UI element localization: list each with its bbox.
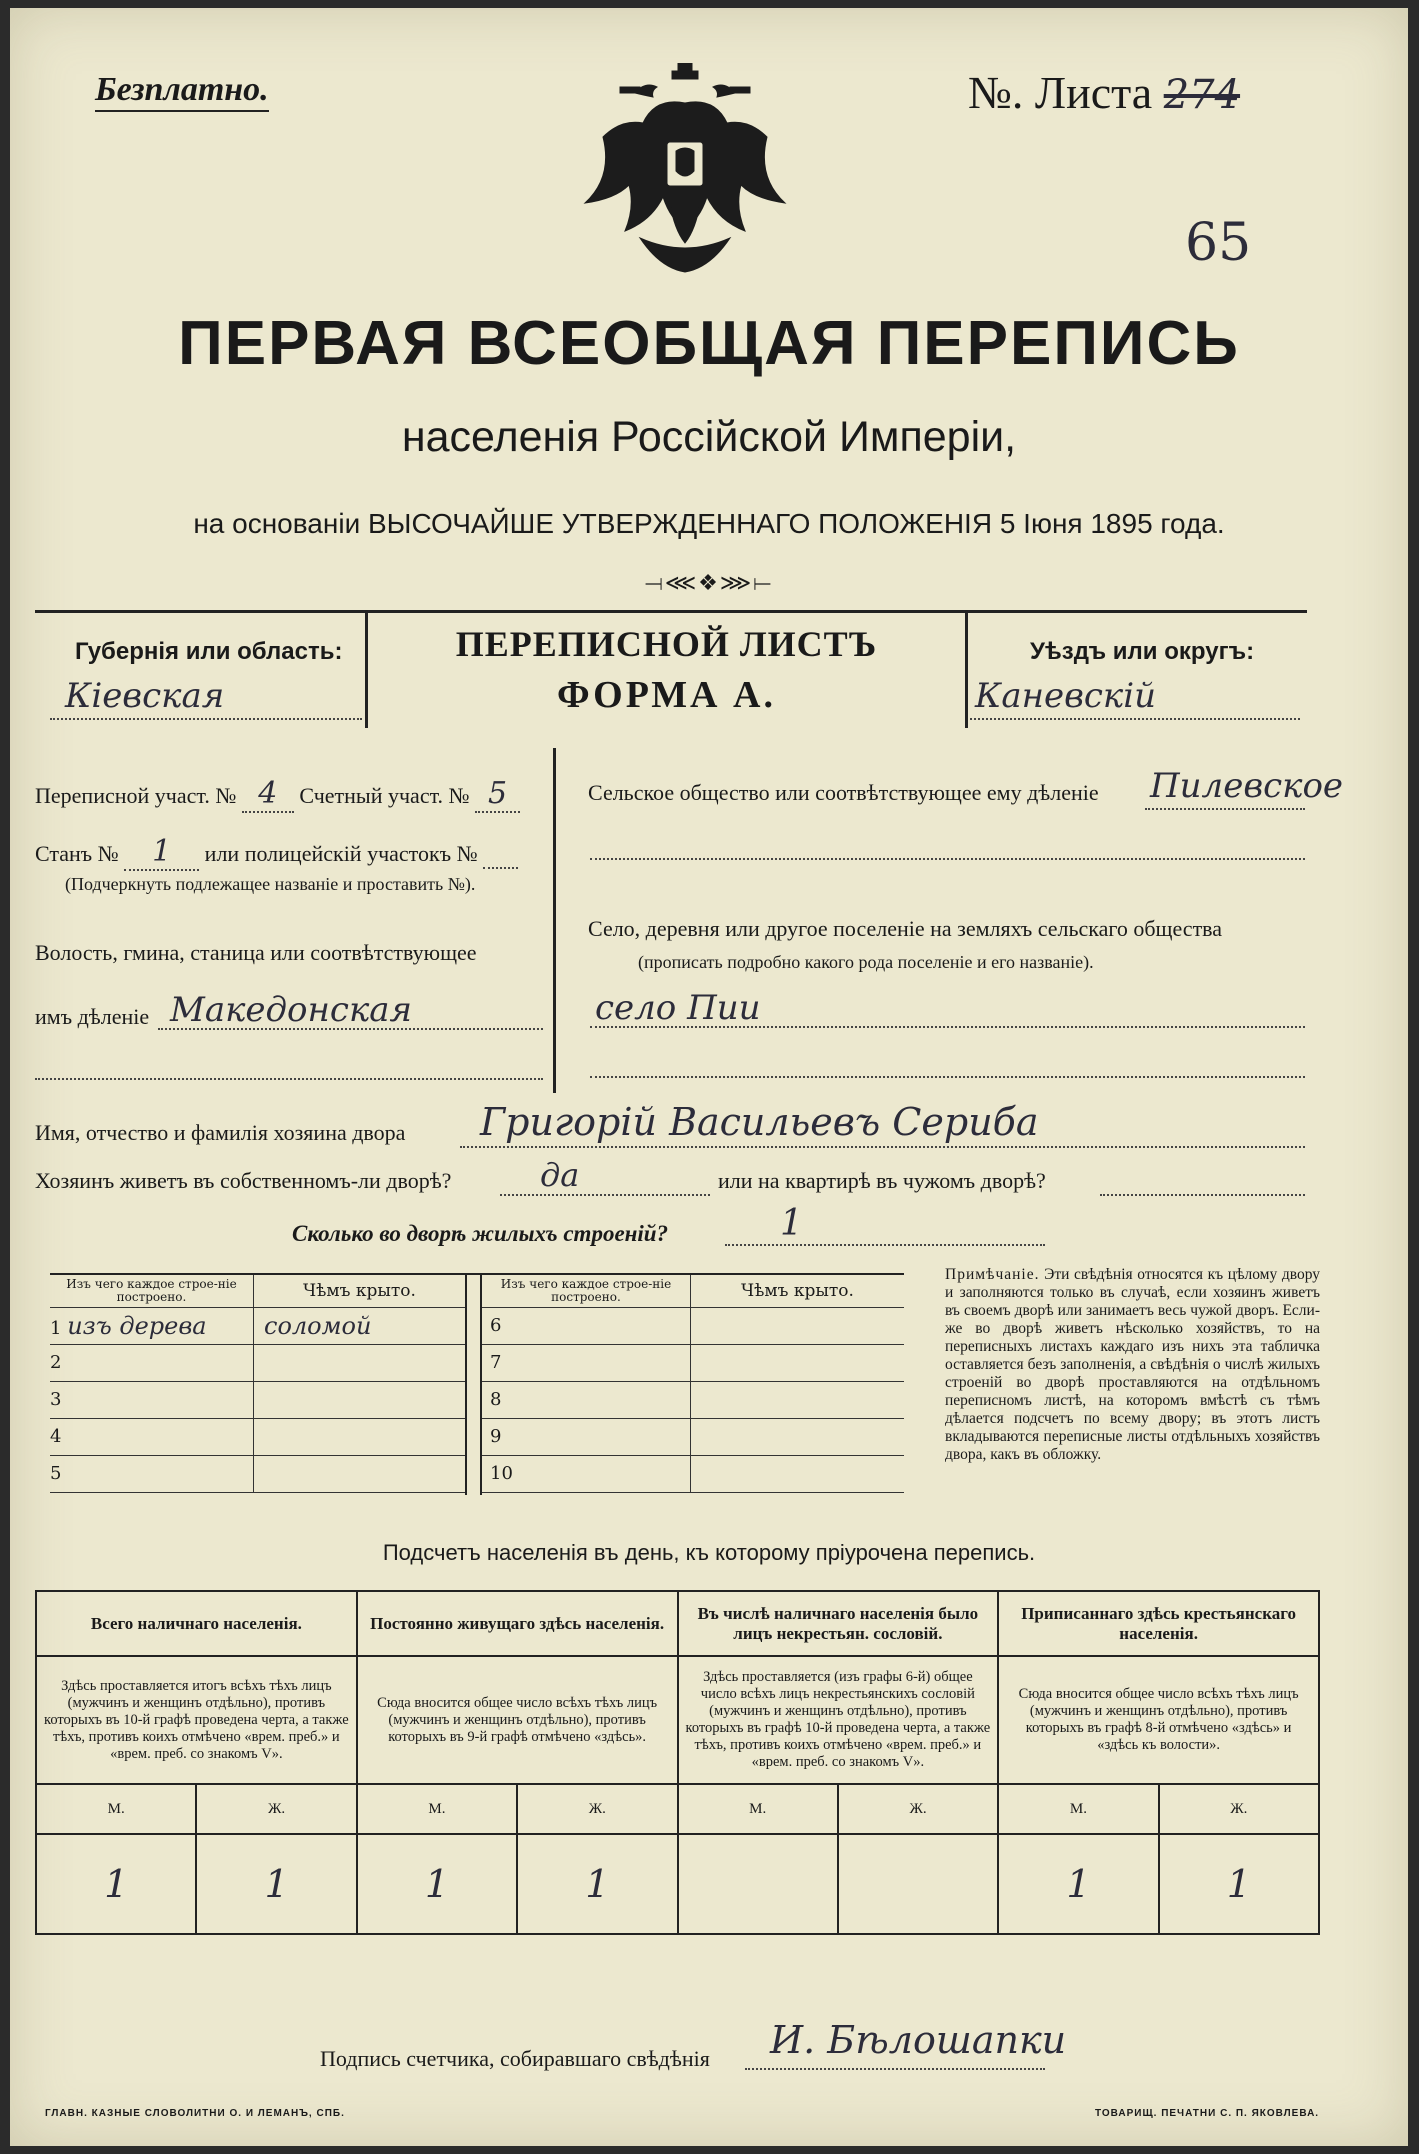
building-row-number[interactable]: 7: [482, 1344, 691, 1381]
buildings-label: Сколько во дворѣ жилыхъ строеній?: [292, 1221, 669, 1246]
sheet-number: [968, 66, 1240, 119]
male-header: М.: [357, 1784, 517, 1834]
building-row: [482, 1455, 904, 1492]
count-section-label: Счетный участ. №: [299, 783, 470, 808]
building-row-number[interactable]: 8: [482, 1381, 691, 1418]
building-row-number[interactable]: 2: [50, 1344, 254, 1381]
volost-label-2: имъ дѣленіе: [35, 1004, 150, 1029]
male-header: М.: [678, 1784, 838, 1834]
buildings-value[interactable]: 1: [780, 1203, 803, 1244]
society-extra-rule: [590, 858, 1305, 860]
building-row-number[interactable]: 10: [482, 1455, 691, 1492]
female-header: Ж.: [196, 1784, 356, 1834]
district-rule: [970, 718, 1300, 720]
building-row: [50, 1381, 465, 1418]
form-variant: ФОРМА А.: [557, 674, 776, 716]
signature-label: Подпись счетчика, собиравшаго свѣдѣнія: [320, 2046, 710, 2071]
building-row-number[interactable]: 3: [50, 1381, 254, 1418]
fields-divider: [553, 748, 556, 1093]
building-row: [50, 1307, 465, 1344]
census-section-label: Переписной участ. №: [35, 783, 237, 808]
building-row: [50, 1418, 465, 1455]
society-rule: [1145, 808, 1305, 810]
main-title: ПЕРВАЯ ВСЕОБЩАЯ ПЕРЕПИСЬ: [178, 309, 1240, 378]
pop-col-desc: Здѣсь проставляется (изъ графы 6-й) общее число всѣхъ лицъ некрестьянскихъ сословій (мужчинъ и женщинъ отдѣльно), противъ которыхъ въ графѣ 10-й проведена черта, а также тѣхъ, противъ коихъ отмѣчено «врем. преб.» и «врем. преб. со знакомъ V».: [678, 1656, 999, 1784]
pop-col-title: Приписаннаго здѣсь крестьянскаго населенія.: [998, 1591, 1319, 1656]
buildings-table-left: [50, 1275, 465, 1493]
owner-label: Имя, отчество и фамилія хозяина двора: [35, 1120, 406, 1145]
population-heading: Подсчетъ населенія въ день, къ которому пріурочена перепись.: [382, 1540, 1036, 1565]
sheet-number-value: 274: [1163, 72, 1241, 118]
building-roof[interactable]: [691, 1455, 905, 1492]
subtitle: населенія Россійской Имперіи,: [401, 413, 1017, 461]
building-row-number[interactable]: 5: [50, 1455, 254, 1492]
buildings-table-split: [465, 1273, 467, 1495]
volost-value[interactable]: Македонская: [170, 990, 413, 1030]
apartment-label: или на квартирѣ въ чужомъ дворѣ?: [718, 1168, 1046, 1193]
owner-lives-value[interactable]: да: [540, 1156, 580, 1194]
census-section-value[interactable]: 4: [242, 776, 294, 813]
owner-value[interactable]: Григорій Васильевъ Сериба: [480, 1100, 1039, 1144]
population-table: [35, 1590, 1320, 1935]
building-roof[interactable]: [254, 1455, 466, 1492]
pop-value-female[interactable]: 1: [1159, 1834, 1319, 1934]
divider-ornament: ⟞⋘❖⋙⟝: [644, 570, 774, 595]
building-row: [482, 1307, 904, 1344]
pop-value-female[interactable]: 1: [196, 1834, 356, 1934]
district-value[interactable]: Каневскій: [975, 676, 1157, 716]
police-label: или полицейскій участокъ №: [204, 841, 478, 866]
settlement-rule: [590, 1026, 1305, 1028]
province-value[interactable]: Кіевская: [65, 676, 225, 716]
building-row-number: 1: [50, 1317, 62, 1339]
building-row-number[interactable]: 6: [482, 1307, 691, 1344]
pop-col-title: Всего наличнаго населенія.: [36, 1591, 357, 1656]
settlement-extra-rule: [590, 1076, 1305, 1078]
footer-imprint-right: ТОВАРИЩ. ПЕЧАТНИ С. П. ЯКОВЛЕВА.: [1095, 2108, 1320, 2119]
stan-field: [35, 834, 518, 871]
building-row: [50, 1344, 465, 1381]
building-roof[interactable]: [254, 1344, 466, 1381]
buildings-rule: [725, 1244, 1045, 1246]
sheet-number-label: №. Листа: [968, 67, 1153, 118]
female-header: Ж.: [517, 1784, 677, 1834]
frame-top-rule: [35, 610, 1307, 613]
pop-col-title: Постоянно живущаго здѣсь населенія.: [357, 1591, 678, 1656]
form-name: ПЕРЕПИСНОЙ ЛИСТЪ: [455, 624, 878, 664]
free-label: Безплатно.: [95, 70, 269, 112]
building-row: [482, 1344, 904, 1381]
building-roof[interactable]: [254, 1381, 466, 1418]
police-value[interactable]: [483, 841, 518, 869]
pop-value-male[interactable]: [678, 1834, 838, 1934]
buildings-table-right: [482, 1275, 904, 1493]
province-label: Губернія или область:: [75, 638, 343, 665]
owner-lives-rule: [500, 1194, 710, 1196]
society-value[interactable]: Пилевское: [1150, 766, 1344, 806]
female-header: Ж.: [838, 1784, 998, 1834]
female-header: Ж.: [1159, 1784, 1319, 1834]
building-row-number[interactable]: 9: [482, 1418, 691, 1455]
building-row-number[interactable]: 4: [50, 1418, 254, 1455]
pop-value-male[interactable]: 1: [357, 1834, 517, 1934]
pop-col-desc: Сюда вносится общее число всѣхъ тѣхъ лицъ (мужчинъ и женщинъ отдѣльно), противъ которыхъ въ 9-й графѣ отмѣчено «здѣсь».: [357, 1656, 678, 1784]
pop-value-female[interactable]: [838, 1834, 998, 1934]
col-material-header-2: Изъ чего каждое строе-ніе построено.: [482, 1275, 691, 1307]
owner-lives-label: Хозяинъ живетъ въ собственномъ-ли дворѣ?: [35, 1168, 452, 1193]
volost-extra-rule: [35, 1078, 543, 1080]
volost-rule: [158, 1028, 543, 1030]
pop-col-title: Въ числѣ наличнаго населенія было лицъ некрестьян. сословій.: [678, 1591, 999, 1656]
imperial-eagle-emblem: [580, 63, 790, 278]
note-text: Эти свѣдѣнія относятся къ цѣлому двору и заполняются только въ случаѣ, если хозяинъ живетъ въ своемъ дворѣ или занимаетъ весь чужой дворъ. Если-же во дворѣ живетъ нѣсколько хозяйствъ, то на переписныхъ листахъ каждаго изъ нихъ эта табличка оставляется безъ заполненія, а свѣдѣнія о числѣ жилыхъ строеній во дворѣ проставляются на отдѣльномъ переписномъ листѣ, на которомъ вмѣстѣ съ тѣмъ дѣлается подсчетъ по всему двору; въ этотъ листъ вкладываются переписные листы отдѣльныхъ хозяйствъ двора, какъ въ обложку.: [945, 1266, 1320, 1463]
footer-imprint-left: ГЛАВН. КАЗНЫЕ СЛОВОЛИТНИ О. И ЛЕМАНЪ, СПБ.: [45, 2108, 345, 2119]
census-section: [35, 776, 520, 813]
pop-value-male[interactable]: 1: [36, 1834, 196, 1934]
pop-value-male[interactable]: 1: [998, 1834, 1158, 1934]
settlement-label: Село, деревня или другое поселеніе на земляхъ сельскаго общества: [588, 916, 1223, 941]
owner-rule: [460, 1146, 1305, 1148]
col-roof-header: Чѣмъ крыто.: [254, 1275, 466, 1307]
signature-rule: [745, 2068, 1045, 2070]
buildings-note: [945, 1266, 1320, 1464]
building-row: [482, 1381, 904, 1418]
col-material-header: Изъ чего каждое строе-ніе построено.: [50, 1275, 254, 1307]
building-roof[interactable]: [691, 1418, 905, 1455]
pop-col-desc: Сюда вносится общее число всѣхъ тѣхъ лицъ (мужчинъ и женщинъ отдѣльно), противъ которыхъ въ графѣ 8-й отмѣчено «здѣсь» и «здѣсь къ волости».: [998, 1656, 1319, 1784]
page-number: 65: [1185, 213, 1252, 273]
pop-value-female[interactable]: 1: [517, 1834, 677, 1934]
frame-divider-right: [965, 610, 968, 728]
stan-note: (Подчеркнуть подлежащее названіе и проставить №).: [65, 874, 476, 894]
building-roof[interactable]: [254, 1418, 466, 1455]
col-roof-header-2: Чѣмъ крыто.: [691, 1275, 905, 1307]
note-title: Примѣчаніе.: [945, 1266, 1040, 1283]
province-rule: [50, 718, 362, 720]
building-roof[interactable]: [691, 1307, 905, 1344]
building-roof[interactable]: [691, 1381, 905, 1418]
count-section-value[interactable]: 5: [475, 776, 520, 813]
building-roof[interactable]: соломой: [254, 1307, 466, 1344]
building-material[interactable]: изъ дерева: [67, 1311, 207, 1340]
volost-label: Волость, гмина, станица или соотвѣтствующее: [35, 940, 477, 965]
pop-col-desc: Здѣсь проставляется итогъ всѣхъ тѣхъ лицъ (мужчинъ и женщинъ отдѣльно), противъ которыхъ въ 10-й графѣ проведена черта, а также тѣхъ, противъ коихъ отмѣчено «врем. преб.» и «врем. преб. со знакомъ V».: [36, 1656, 357, 1784]
stan-label: Станъ №: [35, 841, 119, 866]
building-roof[interactable]: [691, 1344, 905, 1381]
stan-value[interactable]: 1: [124, 834, 199, 871]
settlement-value[interactable]: село Пии: [595, 988, 761, 1028]
legal-basis: на основаніи ВЫСОЧАЙШЕ УТВЕРЖДЕННАГО ПОЛОЖЕНІЯ 5 Іюня 1895 года.: [193, 508, 1225, 539]
census-sheet: [10, 8, 1408, 2146]
male-header: М.: [36, 1784, 196, 1834]
building-row: [50, 1455, 465, 1492]
signature-value[interactable]: И. Бѣлошапки: [770, 2018, 1067, 2062]
male-header: М.: [998, 1784, 1158, 1834]
settlement-note: (прописать подробно какого рода поселеніе и его названіе).: [638, 952, 1094, 972]
district-label: Уѣздъ или округъ:: [1030, 638, 1255, 665]
building-row: [482, 1418, 904, 1455]
apartment-rule: [1100, 1194, 1305, 1196]
society-label: Сельское общество или соотвѣтствующее ему дѣленіе: [588, 780, 1099, 805]
